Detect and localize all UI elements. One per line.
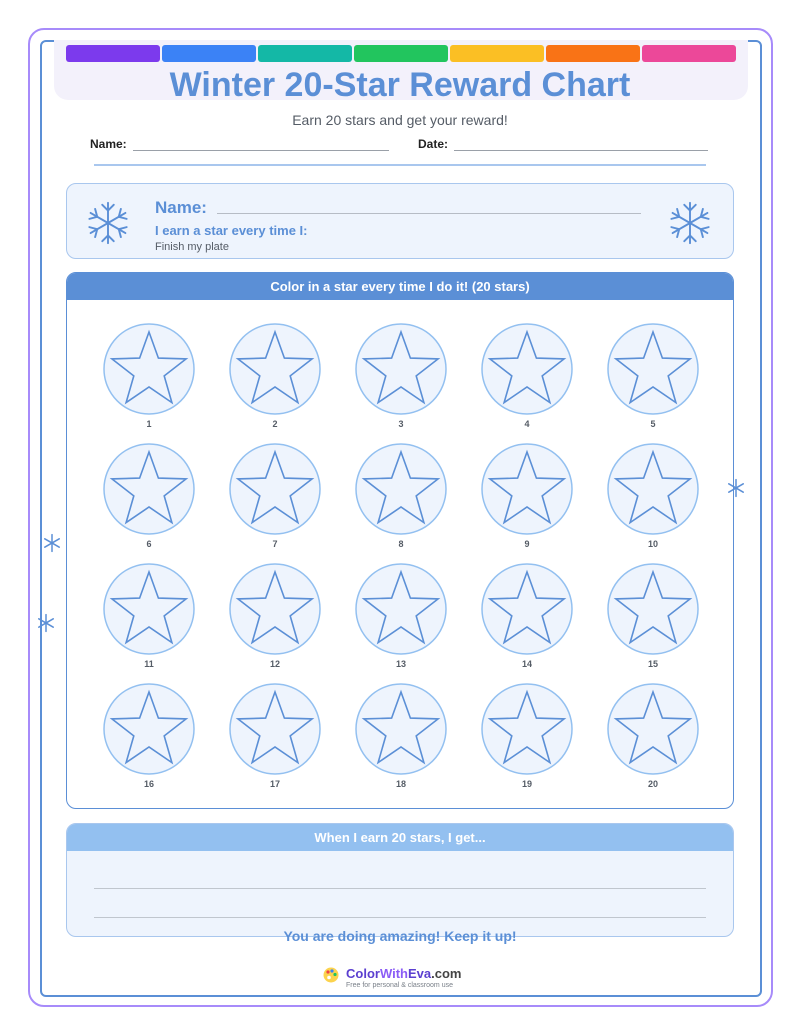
page-subtitle: Earn 20 stars and get your reward! [292, 112, 508, 128]
color-bar-segment [162, 45, 256, 62]
star-number: 13 [395, 659, 406, 669]
date-field [418, 137, 708, 151]
color-bar-segment [354, 45, 448, 62]
star-slot[interactable] [603, 323, 703, 435]
star-icon[interactable] [355, 443, 447, 535]
star-icon[interactable] [355, 563, 447, 655]
star-icon[interactable] [481, 563, 573, 655]
rainbow-color-bar [66, 45, 736, 62]
star-icon[interactable] [103, 683, 195, 775]
star-slot[interactable] [477, 323, 577, 435]
color-bar-segment [66, 45, 160, 62]
task-name-line[interactable] [217, 213, 641, 214]
star-number: 11 [144, 659, 154, 669]
star-slot[interactable] [603, 683, 703, 795]
color-bar-segment [258, 45, 352, 62]
star-number: 1 [146, 419, 152, 429]
star-slot[interactable] [603, 443, 703, 555]
color-bar-segment [546, 45, 640, 62]
star-slot[interactable] [225, 683, 325, 795]
star-icon[interactable] [481, 683, 573, 775]
star-slot[interactable] [477, 563, 577, 675]
star-icon[interactable] [103, 323, 195, 415]
palette-icon [322, 966, 340, 984]
star-number: 14 [521, 659, 532, 669]
star-slot[interactable] [225, 323, 325, 435]
star-number: 4 [524, 419, 530, 429]
stars-heading: Color in a star every time I do it! (20 stars) [67, 273, 733, 300]
star-number: 20 [647, 779, 658, 789]
star-icon[interactable] [607, 443, 699, 535]
reward-write-line[interactable] [94, 888, 706, 889]
star-icon[interactable] [607, 683, 699, 775]
stars-panel [66, 272, 734, 809]
star-slot[interactable] [477, 683, 577, 795]
name-field-label: Name: [90, 137, 127, 151]
star-slot[interactable] [99, 323, 199, 435]
name-field [90, 137, 389, 151]
star-number: 15 [647, 659, 658, 669]
star-slot[interactable] [99, 683, 199, 795]
snowflake-icon [42, 533, 62, 553]
star-number: 8 [398, 539, 404, 549]
star-number: 7 [272, 539, 278, 549]
task-earn-label: I earn a star every time I: [155, 223, 308, 238]
reward-heading: When I earn 20 stars, I get... [67, 824, 733, 851]
brand-logo: ColorWithEva.com [346, 966, 462, 981]
star-slot[interactable] [225, 563, 325, 675]
star-number: 19 [521, 779, 532, 789]
star-icon[interactable] [229, 323, 321, 415]
star-slot[interactable] [351, 683, 451, 795]
brand-footer [322, 966, 461, 990]
page-title: Winter 20-Star Reward Chart [169, 66, 631, 104]
star-icon[interactable] [229, 443, 321, 535]
star-number: 3 [398, 419, 404, 429]
star-number: 2 [272, 419, 278, 429]
star-slot[interactable] [225, 443, 325, 555]
brand-tagline: Free for personal & classroom use [346, 982, 453, 989]
star-slot[interactable] [351, 563, 451, 675]
task-value: Finish my plate [155, 241, 229, 253]
star-number: 16 [143, 779, 154, 789]
star-icon[interactable] [481, 323, 573, 415]
star-icon[interactable] [103, 443, 195, 535]
snowflake-icon [36, 613, 56, 633]
star-icon[interactable] [229, 563, 321, 655]
task-box [66, 183, 734, 259]
star-number: 9 [524, 539, 530, 549]
star-number: 5 [650, 419, 656, 429]
star-icon[interactable] [355, 683, 447, 775]
star-icon[interactable] [229, 683, 321, 775]
reward-panel [66, 823, 734, 937]
snowflake-icon [726, 478, 746, 498]
star-icon[interactable] [103, 563, 195, 655]
star-slot[interactable] [477, 443, 577, 555]
encouragement-text: You are doing amazing! Keep it up! [283, 928, 517, 944]
task-name-label: Name: [155, 198, 207, 217]
star-number: 18 [395, 779, 406, 789]
star-slot[interactable] [351, 443, 451, 555]
reward-write-line[interactable] [94, 917, 706, 918]
star-icon[interactable] [481, 443, 573, 535]
star-icon[interactable] [355, 323, 447, 415]
star-number: 12 [269, 659, 280, 669]
snowflake-icon [85, 200, 131, 246]
snowflake-icon [667, 200, 713, 246]
star-number: 6 [146, 539, 152, 549]
star-slot[interactable] [603, 563, 703, 675]
star-slot[interactable] [99, 563, 199, 675]
star-slot[interactable] [351, 323, 451, 435]
star-number: 17 [269, 779, 280, 789]
star-number: 10 [647, 539, 658, 549]
color-bar-segment [642, 45, 736, 62]
star-icon[interactable] [607, 323, 699, 415]
star-icon[interactable] [607, 563, 699, 655]
header-divider [94, 164, 706, 166]
date-field-line[interactable] [454, 138, 708, 151]
star-slot[interactable] [99, 443, 199, 555]
color-bar-segment [450, 45, 544, 62]
date-field-label: Date: [418, 137, 449, 151]
name-field-line[interactable] [133, 138, 389, 151]
